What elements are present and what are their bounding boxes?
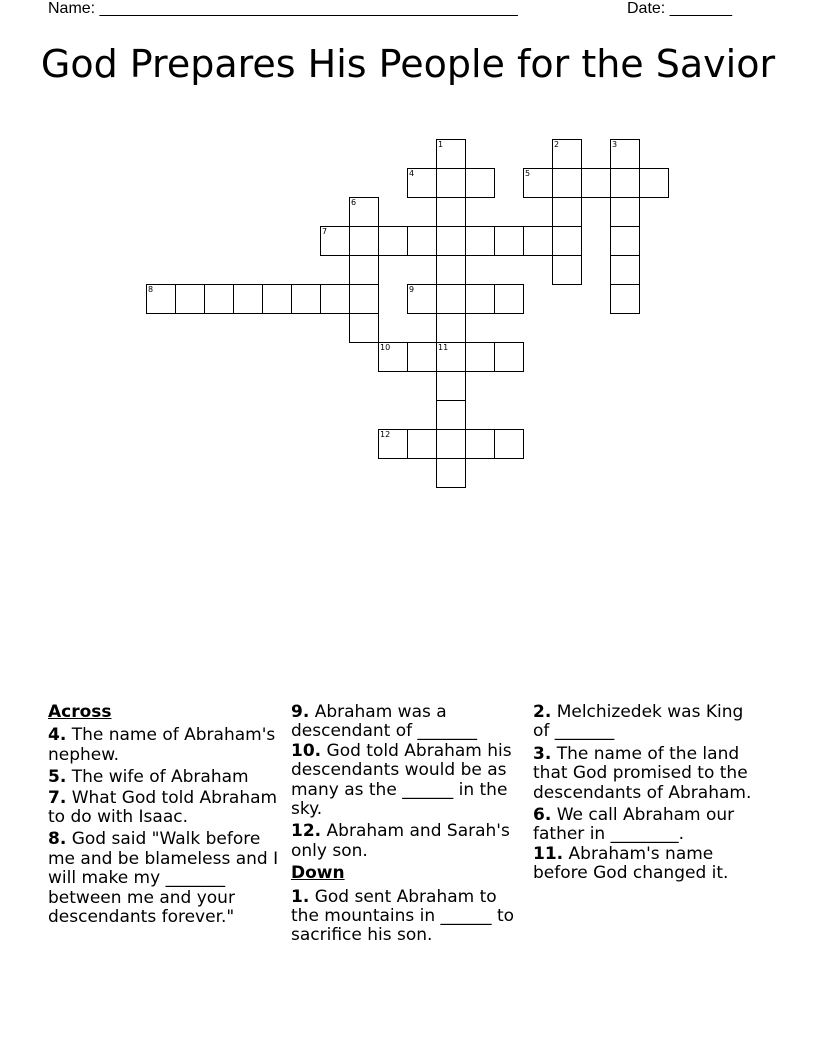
clue-down-11: 11. Abraham's name before God changed it. (533, 843, 729, 884)
grid-cell[interactable] (146, 284, 176, 314)
clue-down-1: 1. God sent Abraham to the mountains in ______ to sacrifice his son. (291, 886, 515, 946)
clue-column-2 (291, 703, 521, 949)
name-field[interactable] (48, 0, 518, 18)
clue-down-3: 3. The name of the land that God promised to the descendants of Abraham. (533, 743, 752, 803)
grid-cell[interactable] (465, 284, 495, 314)
grid-cell[interactable] (436, 458, 466, 488)
clue-column-3 (533, 703, 763, 887)
clue-number: 1 (438, 140, 444, 149)
grid-cell[interactable] (436, 313, 466, 343)
grid-cell[interactable] (436, 371, 466, 401)
date-line[interactable]: _______ (669, 0, 732, 17)
puzzle-title: God Prepares His People for the Savior (40, 42, 776, 86)
clue-down-6: 6. We call Abraham our father in ________. (533, 805, 735, 845)
down-heading: Down (291, 863, 345, 884)
grid-cell[interactable] (494, 429, 524, 459)
clue-number: 7 (322, 227, 328, 236)
clue-number: 8 (148, 285, 154, 294)
grid-cell[interactable] (552, 226, 582, 256)
clue-number: 5 (525, 169, 531, 178)
grid-cell[interactable] (610, 168, 640, 198)
date-label: Date: (627, 0, 666, 17)
grid-cell[interactable] (552, 168, 582, 198)
grid-cell[interactable] (436, 168, 466, 198)
grid-cell[interactable] (494, 284, 524, 314)
name-label: Name: (48, 0, 96, 17)
grid-cell[interactable] (262, 284, 292, 314)
grid-cell[interactable] (349, 226, 379, 256)
clue-number: 2 (554, 140, 560, 149)
clue-column-1 (48, 703, 284, 930)
grid-cell[interactable] (204, 284, 234, 314)
grid-cell[interactable] (436, 197, 466, 227)
grid-cell[interactable] (407, 342, 437, 372)
grid-cell[interactable] (581, 168, 611, 198)
grid-cell[interactable] (349, 284, 379, 314)
grid-cell[interactable] (610, 284, 640, 314)
clue-across-9: 9. Abraham was a descendant of _______ (291, 702, 478, 742)
grid-cell[interactable] (465, 226, 495, 256)
name-line[interactable]: _______________________________________________ (99, 0, 518, 17)
grid-cell[interactable] (436, 342, 466, 372)
grid-cell[interactable] (436, 226, 466, 256)
grid-cell[interactable] (378, 342, 408, 372)
grid-cell[interactable] (436, 429, 466, 459)
grid-cell[interactable] (407, 284, 437, 314)
grid-cell[interactable] (610, 139, 640, 169)
clue-number: 12 (380, 430, 391, 439)
grid-cell[interactable] (436, 284, 466, 314)
clue-across-5: 5. The wife of Abraham (48, 767, 249, 788)
grid-cell[interactable] (552, 139, 582, 169)
grid-cell[interactable] (610, 255, 640, 285)
grid-cell[interactable] (407, 168, 437, 198)
clue-number: 6 (351, 198, 357, 207)
grid-cell[interactable] (465, 342, 495, 372)
grid-cell[interactable] (523, 168, 553, 198)
grid-cell[interactable] (349, 255, 379, 285)
clue-down-2: 2. Melchizedek was King of _______ (533, 702, 744, 742)
grid-cell[interactable] (610, 226, 640, 256)
grid-cell[interactable] (523, 226, 553, 256)
clue-number: 10 (380, 343, 391, 352)
grid-cell[interactable] (436, 400, 466, 430)
grid-cell[interactable] (465, 429, 495, 459)
grid-cell[interactable] (639, 168, 669, 198)
grid-cell[interactable] (494, 342, 524, 372)
clue-number: 9 (409, 285, 415, 294)
grid-cell[interactable] (494, 226, 524, 256)
grid-cell[interactable] (407, 226, 437, 256)
grid-cell[interactable] (349, 313, 379, 343)
grid-cell[interactable] (610, 197, 640, 227)
grid-cell[interactable] (291, 284, 321, 314)
clue-across-7: 7. What God told Abraham to do with Isaac. (48, 787, 278, 828)
date-field[interactable] (627, 0, 732, 18)
grid-cell[interactable] (378, 226, 408, 256)
clue-number: 11 (438, 343, 449, 352)
grid-cell[interactable] (320, 284, 350, 314)
grid-cell[interactable] (465, 168, 495, 198)
across-heading: Across (48, 702, 112, 722)
grid-cell[interactable] (436, 139, 466, 169)
grid-cell[interactable] (552, 197, 582, 227)
grid-cell[interactable] (552, 255, 582, 285)
grid-cell[interactable] (407, 429, 437, 459)
clue-across-8: 8. God said "Walk before me and be blameless and I will make my _______ between me and your descendants forever." (48, 829, 279, 928)
grid-cell[interactable] (436, 255, 466, 285)
clue-number: 4 (409, 169, 415, 178)
clue-across-12: 12. Abraham and Sarah's only son. (291, 821, 510, 861)
grid-cell[interactable] (175, 284, 205, 314)
clue-number: 3 (612, 140, 618, 149)
grid-cell[interactable] (349, 197, 379, 227)
grid-cell[interactable] (233, 284, 263, 314)
grid-cell[interactable] (378, 429, 408, 459)
clue-across-4: 4. The name of Abraham's nephew. (48, 725, 276, 765)
grid-cell[interactable] (320, 226, 350, 256)
clue-across-10: 10. God told Abraham his descendants would be as many as the ______ in the sky. (291, 740, 512, 820)
